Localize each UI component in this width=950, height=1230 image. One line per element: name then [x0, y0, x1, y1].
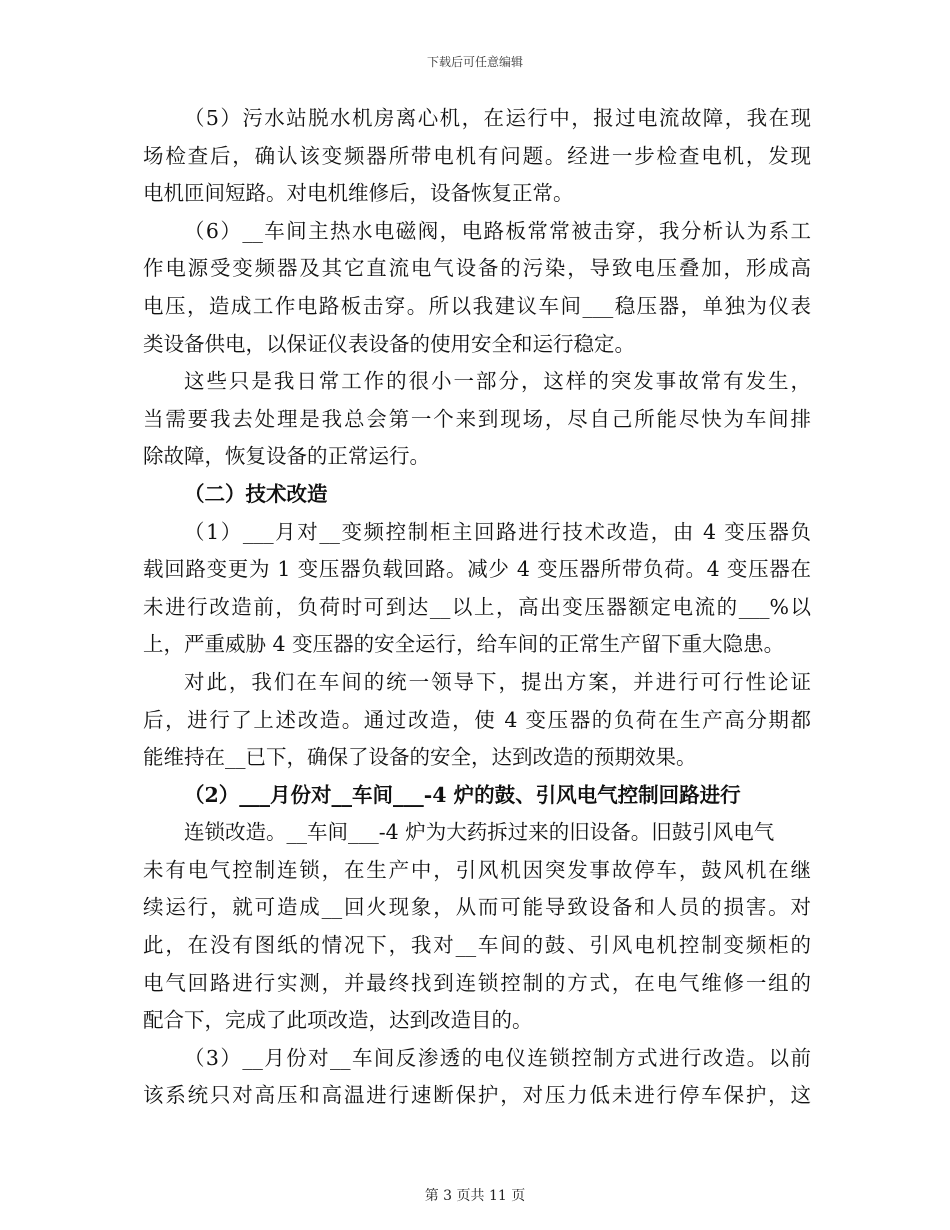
text-line: 电机匝间短路。对电机维修后，设备恢复正常。 — [143, 181, 574, 206]
text-line: 场检查后，确认该变频器所带电机有问题。经进一步检查电机，发现 — [143, 143, 811, 168]
text-line: 能维持在__已下，确保了设备的安全，达到改造的预期效果。 — [143, 745, 697, 770]
text-line: 这些只是我日常工作的很小一部分，这样的突发事故常有发生， — [184, 369, 811, 394]
page-footer: 第 3 页共 11 页 — [424, 1188, 526, 1204]
text-line: （5）污水站脱水机房离心机，在运行中，报过电流故障，我在现 — [184, 106, 811, 130]
text-line: 未有电气控制连锁，在生产中，引风机因突发事故停车，鼓风机在继 — [143, 857, 811, 882]
section-heading-line: （二）技术改造 — [184, 481, 328, 506]
text-line: 对此，我们在车间的统一领导下，提出方案，并进行可行性论证 — [184, 669, 811, 694]
text-line: 续运行，就可造成__回火现象，从而可能导致设备和人员的损害。对 — [143, 895, 811, 920]
text-line: 上，严重威胁 4 变压器的安全运行，给车间的正常生产留下重大隐患。 — [143, 632, 785, 657]
document-body — [143, 100, 811, 1115]
section-heading-line: （2）___月份对__车间___-4 炉的鼓、引风电气控制回路进行 — [184, 782, 741, 807]
text-line: 后，进行了上述改造。通过改造，使 4 变压器的负荷在生产高分期都 — [143, 707, 811, 732]
text-line: 未进行改造前，负荷时可到达__以上，高出变压器额定电流的___%以 — [143, 594, 811, 619]
page-header: 下载后可任意编辑 — [426, 55, 523, 69]
text-line: 当需要我去处理是我总会第一个来到现场，尽自己所能尽快为车间排 — [143, 406, 811, 431]
text-line: 电气回路进行实测，并最终找到连锁控制的方式，在电气维修一组的 — [143, 970, 811, 995]
text-line: （6）__车间主热水电磁阀，电路板常常被击穿，我分析认为系工 — [184, 218, 811, 243]
text-line: 载回路变更为 1 变压器负载回路。减少 4 变压器所带负荷。4 变压器在 — [143, 557, 811, 582]
text-line: 连锁改造。__车间___-4 炉为大药拆过来的旧设备。旧鼓引风电气 — [184, 820, 775, 845]
text-line: 此，在没有图纸的情况下，我对__车间的鼓、引风电机控制变频柜的 — [143, 933, 811, 958]
text-line: （3）__月份对__车间反渗透的电仪连锁控制方式进行改造。以前 — [184, 1045, 811, 1070]
text-line: 该系统只对高压和高温进行速断保护，对压力低未进行停车保护，这 — [143, 1083, 811, 1108]
text-line: （1）___月对__变频控制柜主回路进行技术改造，由 4 变压器负 — [184, 519, 811, 544]
text-line: 除故障，恢复设备的正常运行。 — [143, 444, 430, 469]
text-line: 配合下，完成了此项改造，达到改造目的。 — [143, 1008, 533, 1033]
text-line: 作电源受变频器及其它直流电气设备的污染，导致电压叠加，形成高 — [143, 256, 811, 281]
text-line: 类设备供电，以保证仪表设备的使用安全和运行稳定。 — [143, 331, 635, 356]
text-line: 电压，造成工作电路板击穿。所以我建议车间___稳压器，单独为仪表 — [143, 293, 811, 318]
